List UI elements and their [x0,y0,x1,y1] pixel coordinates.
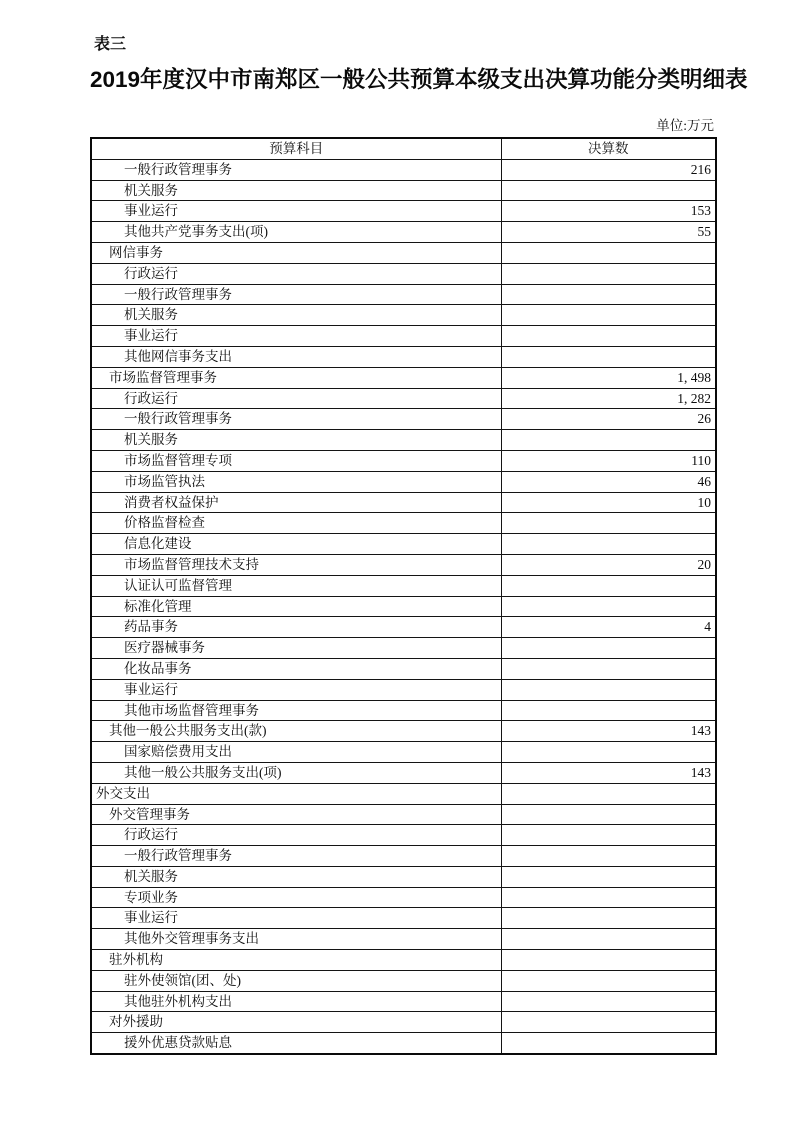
amount-cell [501,430,716,451]
table-row [91,284,716,305]
budget-subject-cell: 价格监督检查 [91,513,501,534]
amount-cell: 153 [501,201,716,222]
amount-cell [501,991,716,1012]
amount-cell: 10 [501,492,716,513]
budget-subject-cell: 标准化管理 [91,596,501,617]
column-header-amount: 决算数 [501,138,716,159]
table-row [91,388,716,409]
header-row [91,138,716,159]
amount-cell [501,783,716,804]
amount-cell [501,658,716,679]
table-row [91,575,716,596]
table-row [91,596,716,617]
table-row [91,305,716,326]
table-row [91,742,716,763]
amount-cell [501,346,716,367]
amount-cell: 1, 498 [501,367,716,388]
table-row [91,700,716,721]
amount-cell: 143 [501,721,716,742]
amount-cell: 26 [501,409,716,430]
amount-cell: 110 [501,450,716,471]
budget-subject-cell: 机关服务 [91,866,501,887]
budget-subject-cell: 对外援助 [91,1012,501,1033]
budget-subject-cell: 一般行政管理事务 [91,284,501,305]
table-row [91,222,716,243]
budget-subject-cell: 行政运行 [91,388,501,409]
budget-subject-cell: 机关服务 [91,430,501,451]
amount-cell [501,513,716,534]
budget-subject-cell: 国家赔偿费用支出 [91,742,501,763]
budget-subject-cell: 其他网信事务支出 [91,346,501,367]
table-number-label: 表三 [94,36,127,53]
table-row [91,242,716,263]
budget-subject-cell: 其他驻外机构支出 [91,991,501,1012]
budget-subject-cell: 援外优惠贷款贴息 [91,1033,501,1054]
table-row [91,721,716,742]
table-row [91,326,716,347]
amount-cell [501,846,716,867]
table-row [91,513,716,534]
amount-cell [501,908,716,929]
budget-table [90,137,717,1055]
budget-subject-cell: 机关服务 [91,305,501,326]
budget-subject-cell: 市场监管执法 [91,471,501,492]
budget-subject-cell: 行政运行 [91,825,501,846]
table-row [91,679,716,700]
amount-cell [501,326,716,347]
table-row [91,887,716,908]
budget-subject-cell: 其他一般公共服务支出(款) [91,721,501,742]
amount-cell [501,679,716,700]
table-row [91,950,716,971]
amount-cell [501,180,716,201]
budget-subject-cell: 其他共产党事务支出(项) [91,222,501,243]
budget-subject-cell: 事业运行 [91,679,501,700]
table-row [91,929,716,950]
budget-subject-cell: 医疗器械事务 [91,638,501,659]
budget-subject-cell: 事业运行 [91,201,501,222]
page-title: 2019年度汉中市南郑区一般公共预算本级支出决算功能分类明细表 [90,67,748,92]
amount-cell [501,575,716,596]
amount-cell: 143 [501,762,716,783]
table-row [91,1033,716,1054]
amount-cell [501,950,716,971]
budget-subject-cell: 外交管理事务 [91,804,501,825]
table-row [91,617,716,638]
table-row [91,180,716,201]
budget-subject-cell: 市场监督管理专项 [91,450,501,471]
amount-cell [501,534,716,555]
amount-cell [501,804,716,825]
amount-cell [501,242,716,263]
amount-cell [501,742,716,763]
amount-cell: 4 [501,617,716,638]
table-row [91,450,716,471]
amount-cell [501,284,716,305]
budget-table-body [91,159,716,1054]
budget-subject-cell: 市场监督管理事务 [91,367,501,388]
table-row [91,783,716,804]
column-header-subject: 预算科目 [91,138,501,159]
amount-cell: 216 [501,159,716,180]
table-row [91,534,716,555]
table-row [91,908,716,929]
budget-subject-cell: 行政运行 [91,263,501,284]
table-row [91,866,716,887]
table-row [91,991,716,1012]
budget-subject-cell: 一般行政管理事务 [91,846,501,867]
amount-cell [501,700,716,721]
table-row [91,159,716,180]
table-row [91,846,716,867]
budget-subject-cell: 化妆品事务 [91,658,501,679]
budget-subject-cell: 网信事务 [91,242,501,263]
amount-cell [501,263,716,284]
table-row [91,201,716,222]
budget-subject-cell: 认证认可监督管理 [91,575,501,596]
amount-cell [501,638,716,659]
budget-subject-cell: 外交支出 [91,783,501,804]
budget-subject-cell: 机关服务 [91,180,501,201]
amount-cell [501,305,716,326]
table-row [91,825,716,846]
table-row [91,430,716,451]
budget-subject-cell: 专项业务 [91,887,501,908]
budget-subject-cell: 驻外机构 [91,950,501,971]
budget-subject-cell: 驻外使领馆(团、处) [91,970,501,991]
budget-subject-cell: 其他一般公共服务支出(项) [91,762,501,783]
amount-cell [501,929,716,950]
budget-subject-cell: 其他外交管理事务支出 [91,929,501,950]
table-row [91,970,716,991]
table-row [91,1012,716,1033]
amount-cell: 46 [501,471,716,492]
budget-subject-cell: 消费者权益保护 [91,492,501,513]
table-row [91,471,716,492]
budget-subject-cell: 事业运行 [91,908,501,929]
budget-subject-cell: 其他市场监督管理事务 [91,700,501,721]
budget-subject-cell: 事业运行 [91,326,501,347]
table-row [91,804,716,825]
table-row [91,658,716,679]
table-row [91,492,716,513]
budget-subject-cell: 一般行政管理事务 [91,409,501,430]
amount-cell [501,1012,716,1033]
table-row [91,762,716,783]
amount-cell: 20 [501,554,716,575]
table-row [91,554,716,575]
table-row [91,638,716,659]
unit-note: 单位:万元 [656,118,714,133]
amount-cell [501,970,716,991]
table-row [91,367,716,388]
budget-subject-cell: 药品事务 [91,617,501,638]
amount-cell: 1, 282 [501,388,716,409]
budget-subject-cell: 信息化建设 [91,534,501,555]
table-row [91,409,716,430]
table-row [91,346,716,367]
amount-cell [501,596,716,617]
table-row [91,263,716,284]
amount-cell [501,1033,716,1054]
amount-cell [501,866,716,887]
amount-cell [501,825,716,846]
amount-cell [501,887,716,908]
budget-subject-cell: 市场监督管理技术支持 [91,554,501,575]
budget-subject-cell: 一般行政管理事务 [91,159,501,180]
amount-cell: 55 [501,222,716,243]
